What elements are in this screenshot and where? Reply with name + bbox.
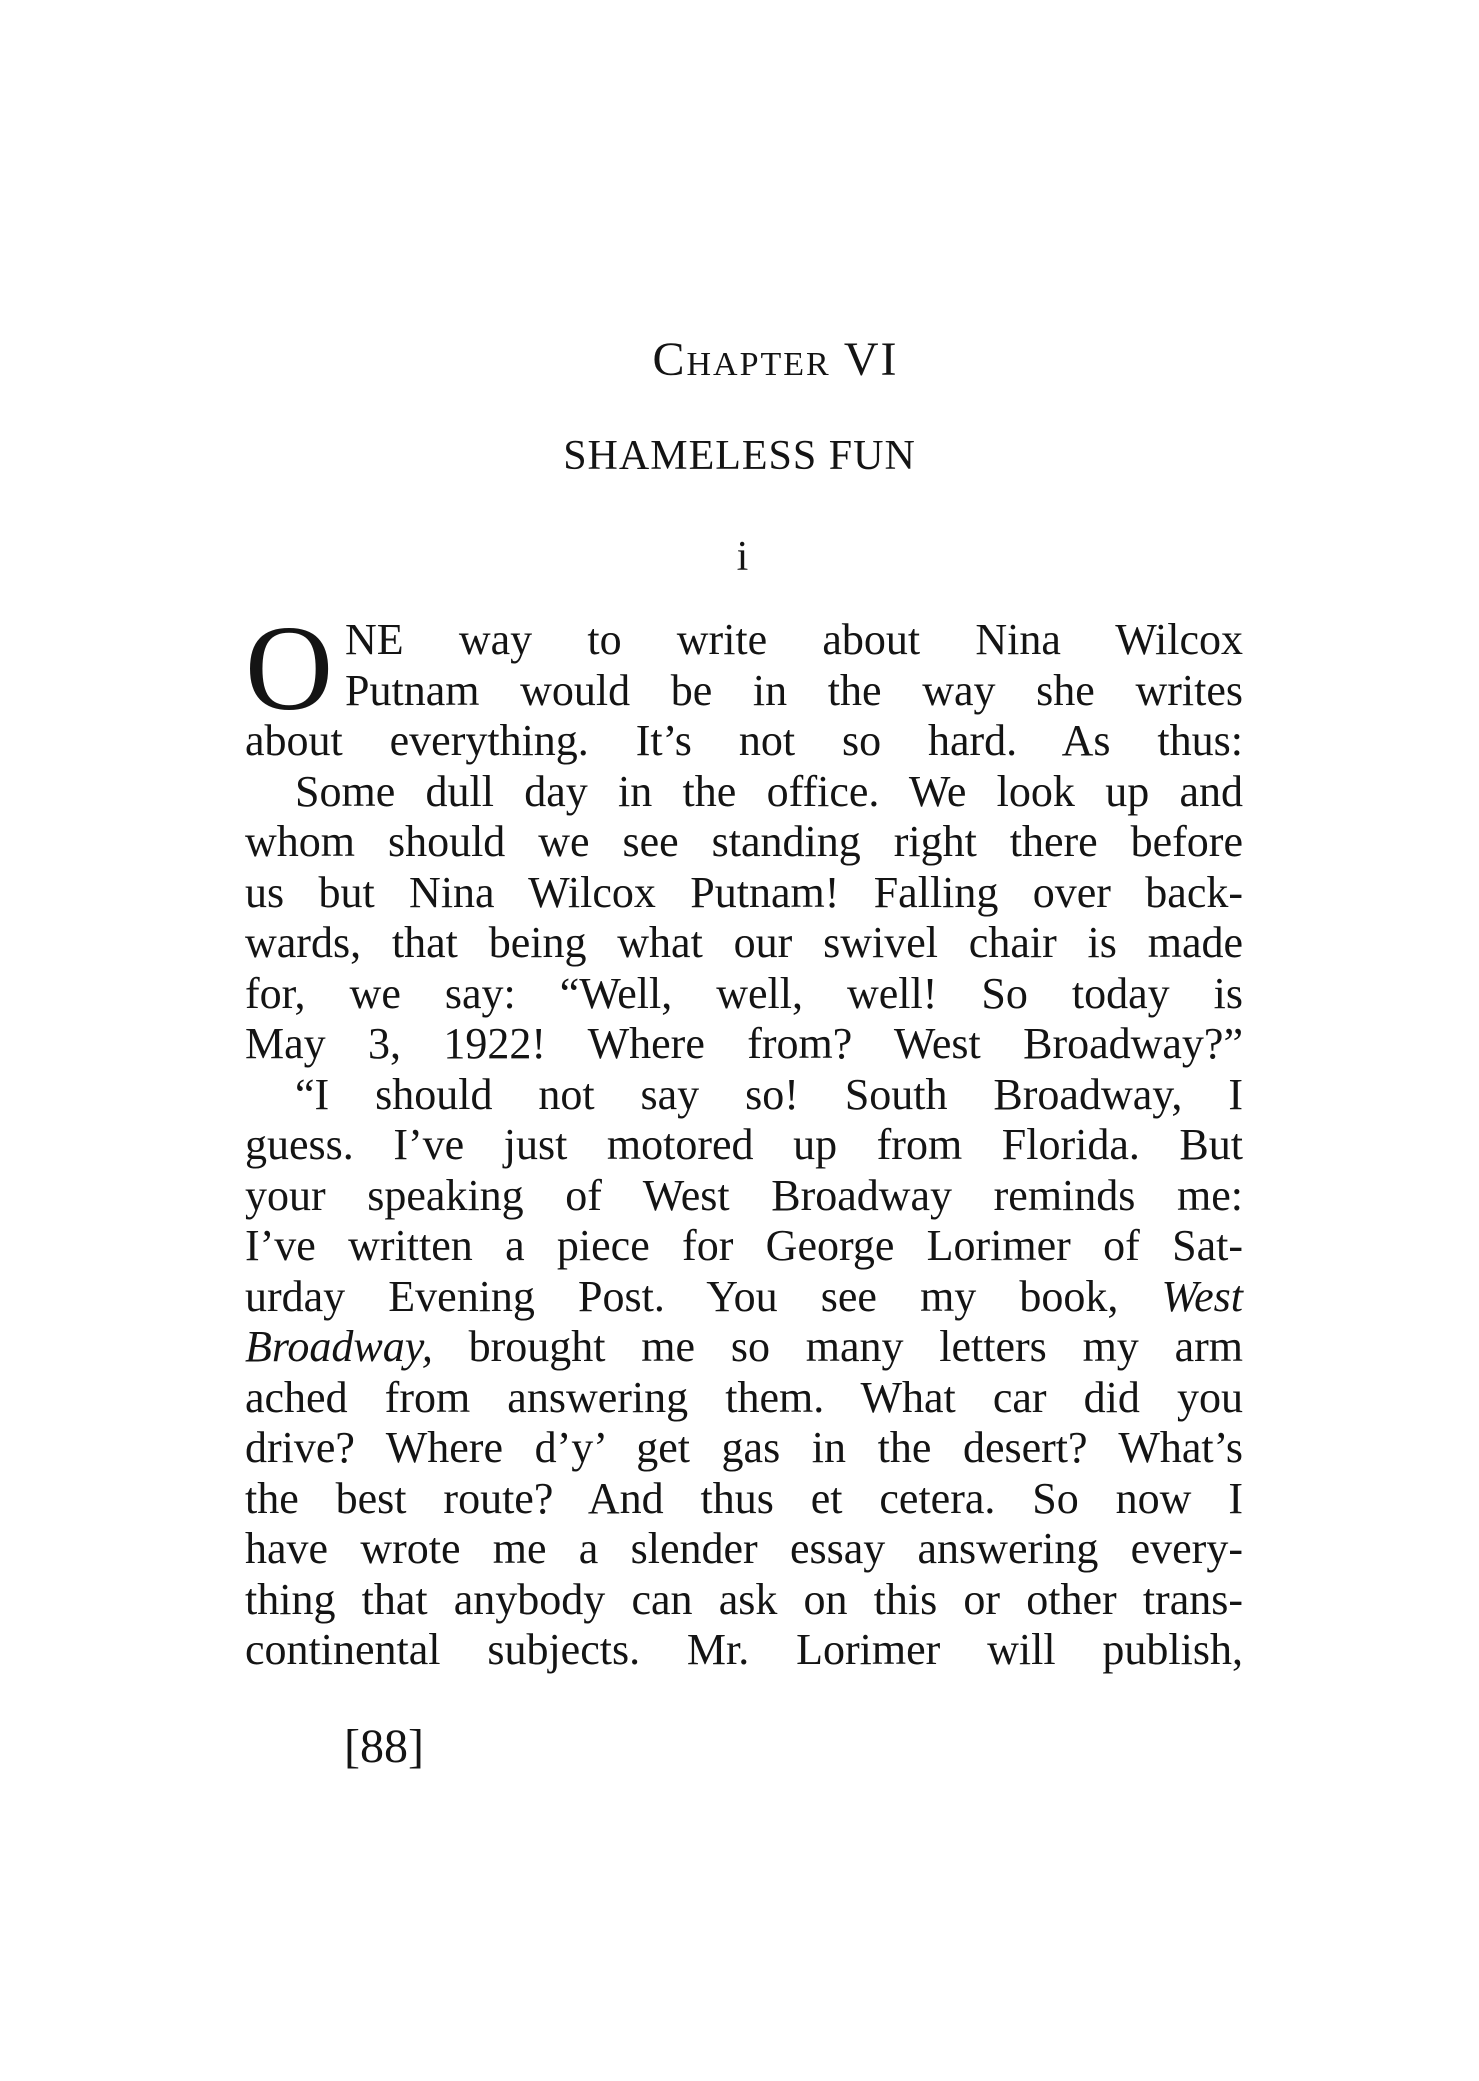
- text-line: wards, that being what our swivel chair is made: [245, 918, 1243, 967]
- text-line-content: brought me so many letters my arm: [468, 1322, 1243, 1371]
- section-number: i: [736, 534, 749, 580]
- text-line: for, we say: “Well, well, well! So today is: [245, 968, 1243, 1018]
- text-line: have wrote me a slender essay answering every-: [245, 1524, 1243, 1573]
- text-line: drive? Where d’y’ get gas in the desert? What’s: [245, 1423, 1243, 1472]
- text-line: [245, 1272, 1243, 1323]
- text-line: about everything. It’s not so hard. As thus:: [245, 716, 1243, 765]
- book-title-part: West: [1161, 1271, 1244, 1321]
- text-line: us but Nina Wilcox Putnam! Falling over back-: [245, 867, 1243, 917]
- text-line: May 3, 1922! Where from? West Broadway?”: [245, 1019, 1243, 1068]
- page-number: [88]: [344, 1720, 424, 1773]
- chapter-label: Chapter VI: [652, 333, 899, 386]
- text-line: guess. I’ve just motored up from Florida. But: [245, 1120, 1243, 1169]
- book-title-part: Broadway,: [245, 1322, 433, 1371]
- text-line: continental subjects. Mr. Lorimer will publish,: [245, 1625, 1243, 1674]
- text-line: ached from answering them. What car did you: [245, 1372, 1243, 1422]
- text-line: I’ve written a piece for George Lorimer of Sat-: [245, 1221, 1243, 1270]
- text-line: “I should not say so! South Broadway, I: [295, 1069, 1243, 1119]
- chapter-title: SHAMELESS FUN: [563, 433, 916, 479]
- body-text: [245, 601, 1244, 1676]
- text-line: Some dull day in the office. We look up and: [295, 766, 1243, 816]
- text-line-content: urday Evening Post. You see my book,: [245, 1271, 1119, 1321]
- text-line: the best route? And thus et cetera. So now I: [245, 1473, 1243, 1523]
- text-line: thing that anybody can ask on this or other trans-: [245, 1574, 1243, 1624]
- text-line: [245, 1322, 1243, 1373]
- text-line-content: NE way to write about Nina Wilcox: [345, 615, 1243, 664]
- text-line: Putnam would be in the way she writes: [345, 665, 1243, 715]
- text-line: whom should we see standing right there before: [245, 817, 1243, 866]
- drop-cap: O: [245, 601, 334, 736]
- text-line: your speaking of West Broadway reminds me:: [245, 1170, 1243, 1220]
